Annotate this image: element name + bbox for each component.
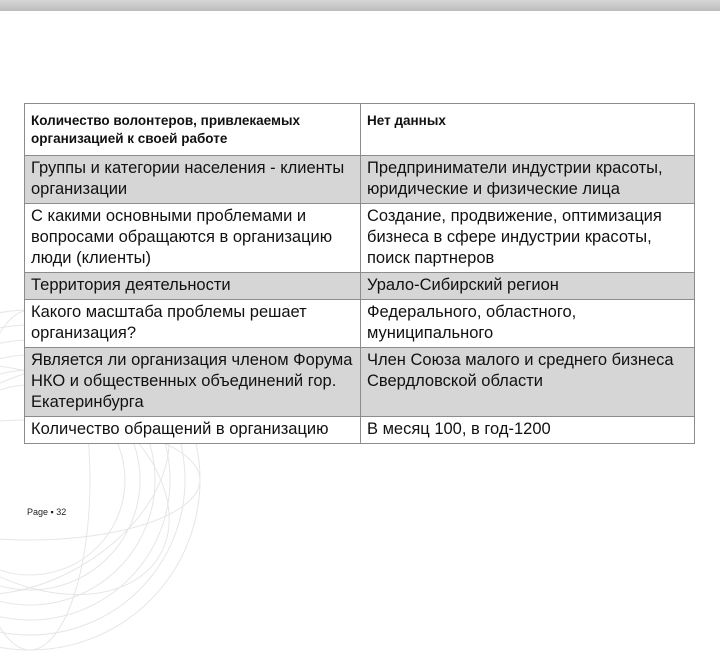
table-header-row [25,104,695,156]
table-row [25,273,695,300]
table-row [25,348,695,417]
row-label-cell: С какими основными проблемами и вопросами обращаются в организацию люди (клиенты) [25,204,361,273]
row-value-cell: Урало-Сибирский регион [361,273,695,300]
row-label-cell: Группы и категории населения - клиенты организации [25,156,361,204]
row-label-cell: Является ли организация членом Форума НКО и общественных объединений гор. Екатеринбурга [25,348,361,417]
row-label-cell: Какого масштаба проблемы решает организация? [25,300,361,348]
table-row [25,417,695,444]
row-value-cell: Федерального, областного, муниципального [361,300,695,348]
table-row [25,156,695,204]
table-row [25,204,695,273]
row-value-cell: Член Союза малого и среднего бизнеса Свердловской области [361,348,695,417]
top-bar [0,0,720,11]
row-label-cell: Количество обращений в организацию [25,417,361,444]
row-value-cell: Создание, продвижение, оптимизация бизнеса в сфере индустрии красоты, поиск партнеров [361,204,695,273]
table-row [25,300,695,348]
header-label-cell: Количество волонтеров, привлекаемых организацией к своей работе [25,104,361,156]
organization-info-table [24,103,695,444]
page-number: Page ▪ 32 [27,507,67,517]
header-value-cell: Нет данных [361,104,695,156]
row-value-cell: В месяц 100, в год-1200 [361,417,695,444]
row-label-cell: Территория деятельности [25,273,361,300]
row-value-cell: Предприниматели индустрии красоты, юридические и физические лица [361,156,695,204]
